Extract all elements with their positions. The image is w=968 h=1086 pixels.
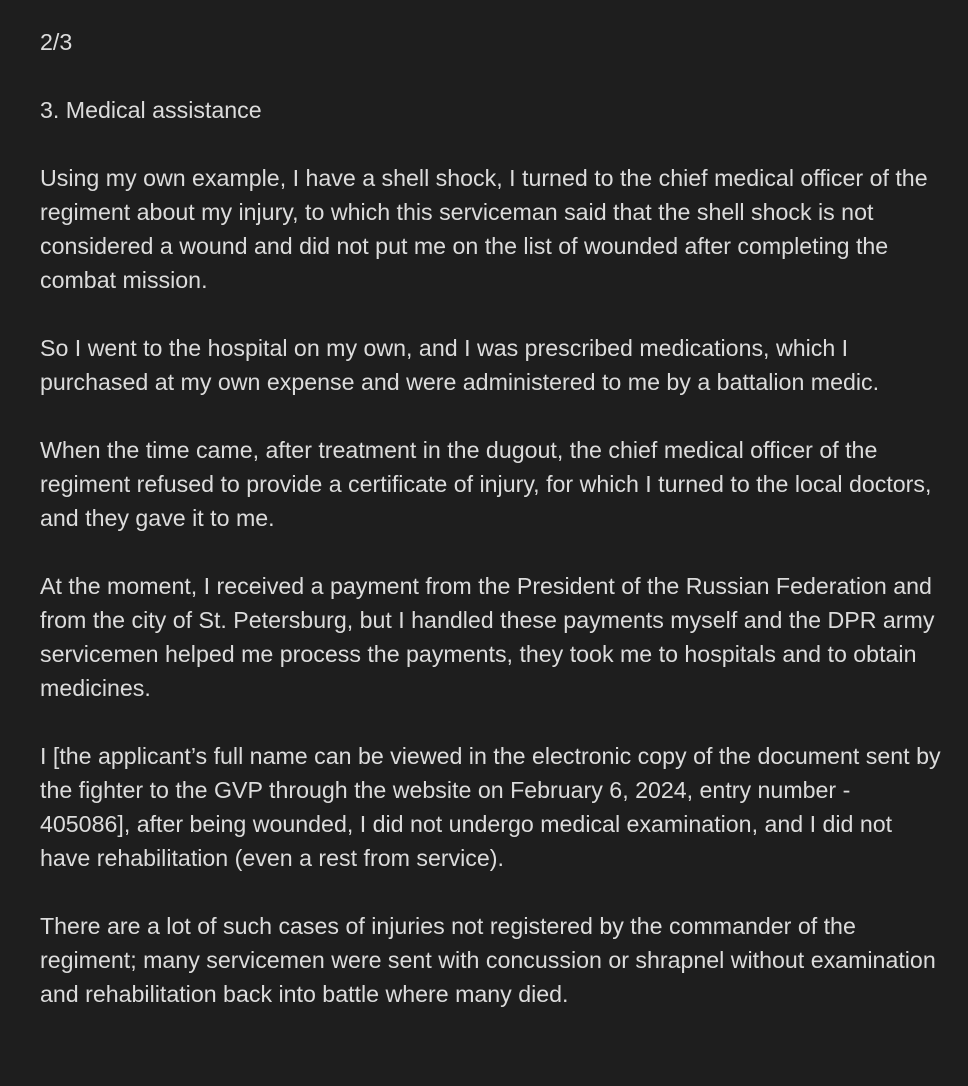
paragraph: So I went to the hospital on my own, and I was prescribed medications, which I purchased at my own expense and were administered to me by a battalion medic. bbox=[40, 335, 880, 395]
paragraph: Using my own example, I have a shell shock, I turned to the chief medical officer of the regiment about my injury, to which this serviceman said that the shell shock is not considered a wound and did not put me on the list of wounded after completing the combat mission. bbox=[40, 165, 928, 293]
document-body bbox=[40, 25, 945, 1011]
paragraph: I [the applicant’s full name can be viewed in the electronic copy of the document sent by the fighter to the GVP through the website on February 6, 2024, entry number - 405086], after being wounded, I did not undergo medical examination, and I did not have rehabilitation (even a rest from service). bbox=[40, 743, 941, 871]
section-heading: 3. Medical assistance bbox=[40, 97, 262, 123]
page-indicator: 2/3 bbox=[40, 29, 73, 55]
paragraph: When the time came, after treatment in the dugout, the chief medical officer of the regiment refused to provide a certificate of injury, for which I turned to the local doctors, and they gave it to me. bbox=[40, 437, 932, 531]
paragraph: There are a lot of such cases of injuries not registered by the commander of the regiment; many servicemen were sent with concussion or shrapnel without examination and rehabilitation back into battle where many died. bbox=[40, 913, 936, 1007]
paragraph: At the moment, I received a payment from the President of the Russian Federation and from the city of St. Petersburg, but I handled these payments myself and the DPR army servicemen helped me process the payments, they took me to hospitals and to obtain medicines. bbox=[40, 573, 935, 701]
